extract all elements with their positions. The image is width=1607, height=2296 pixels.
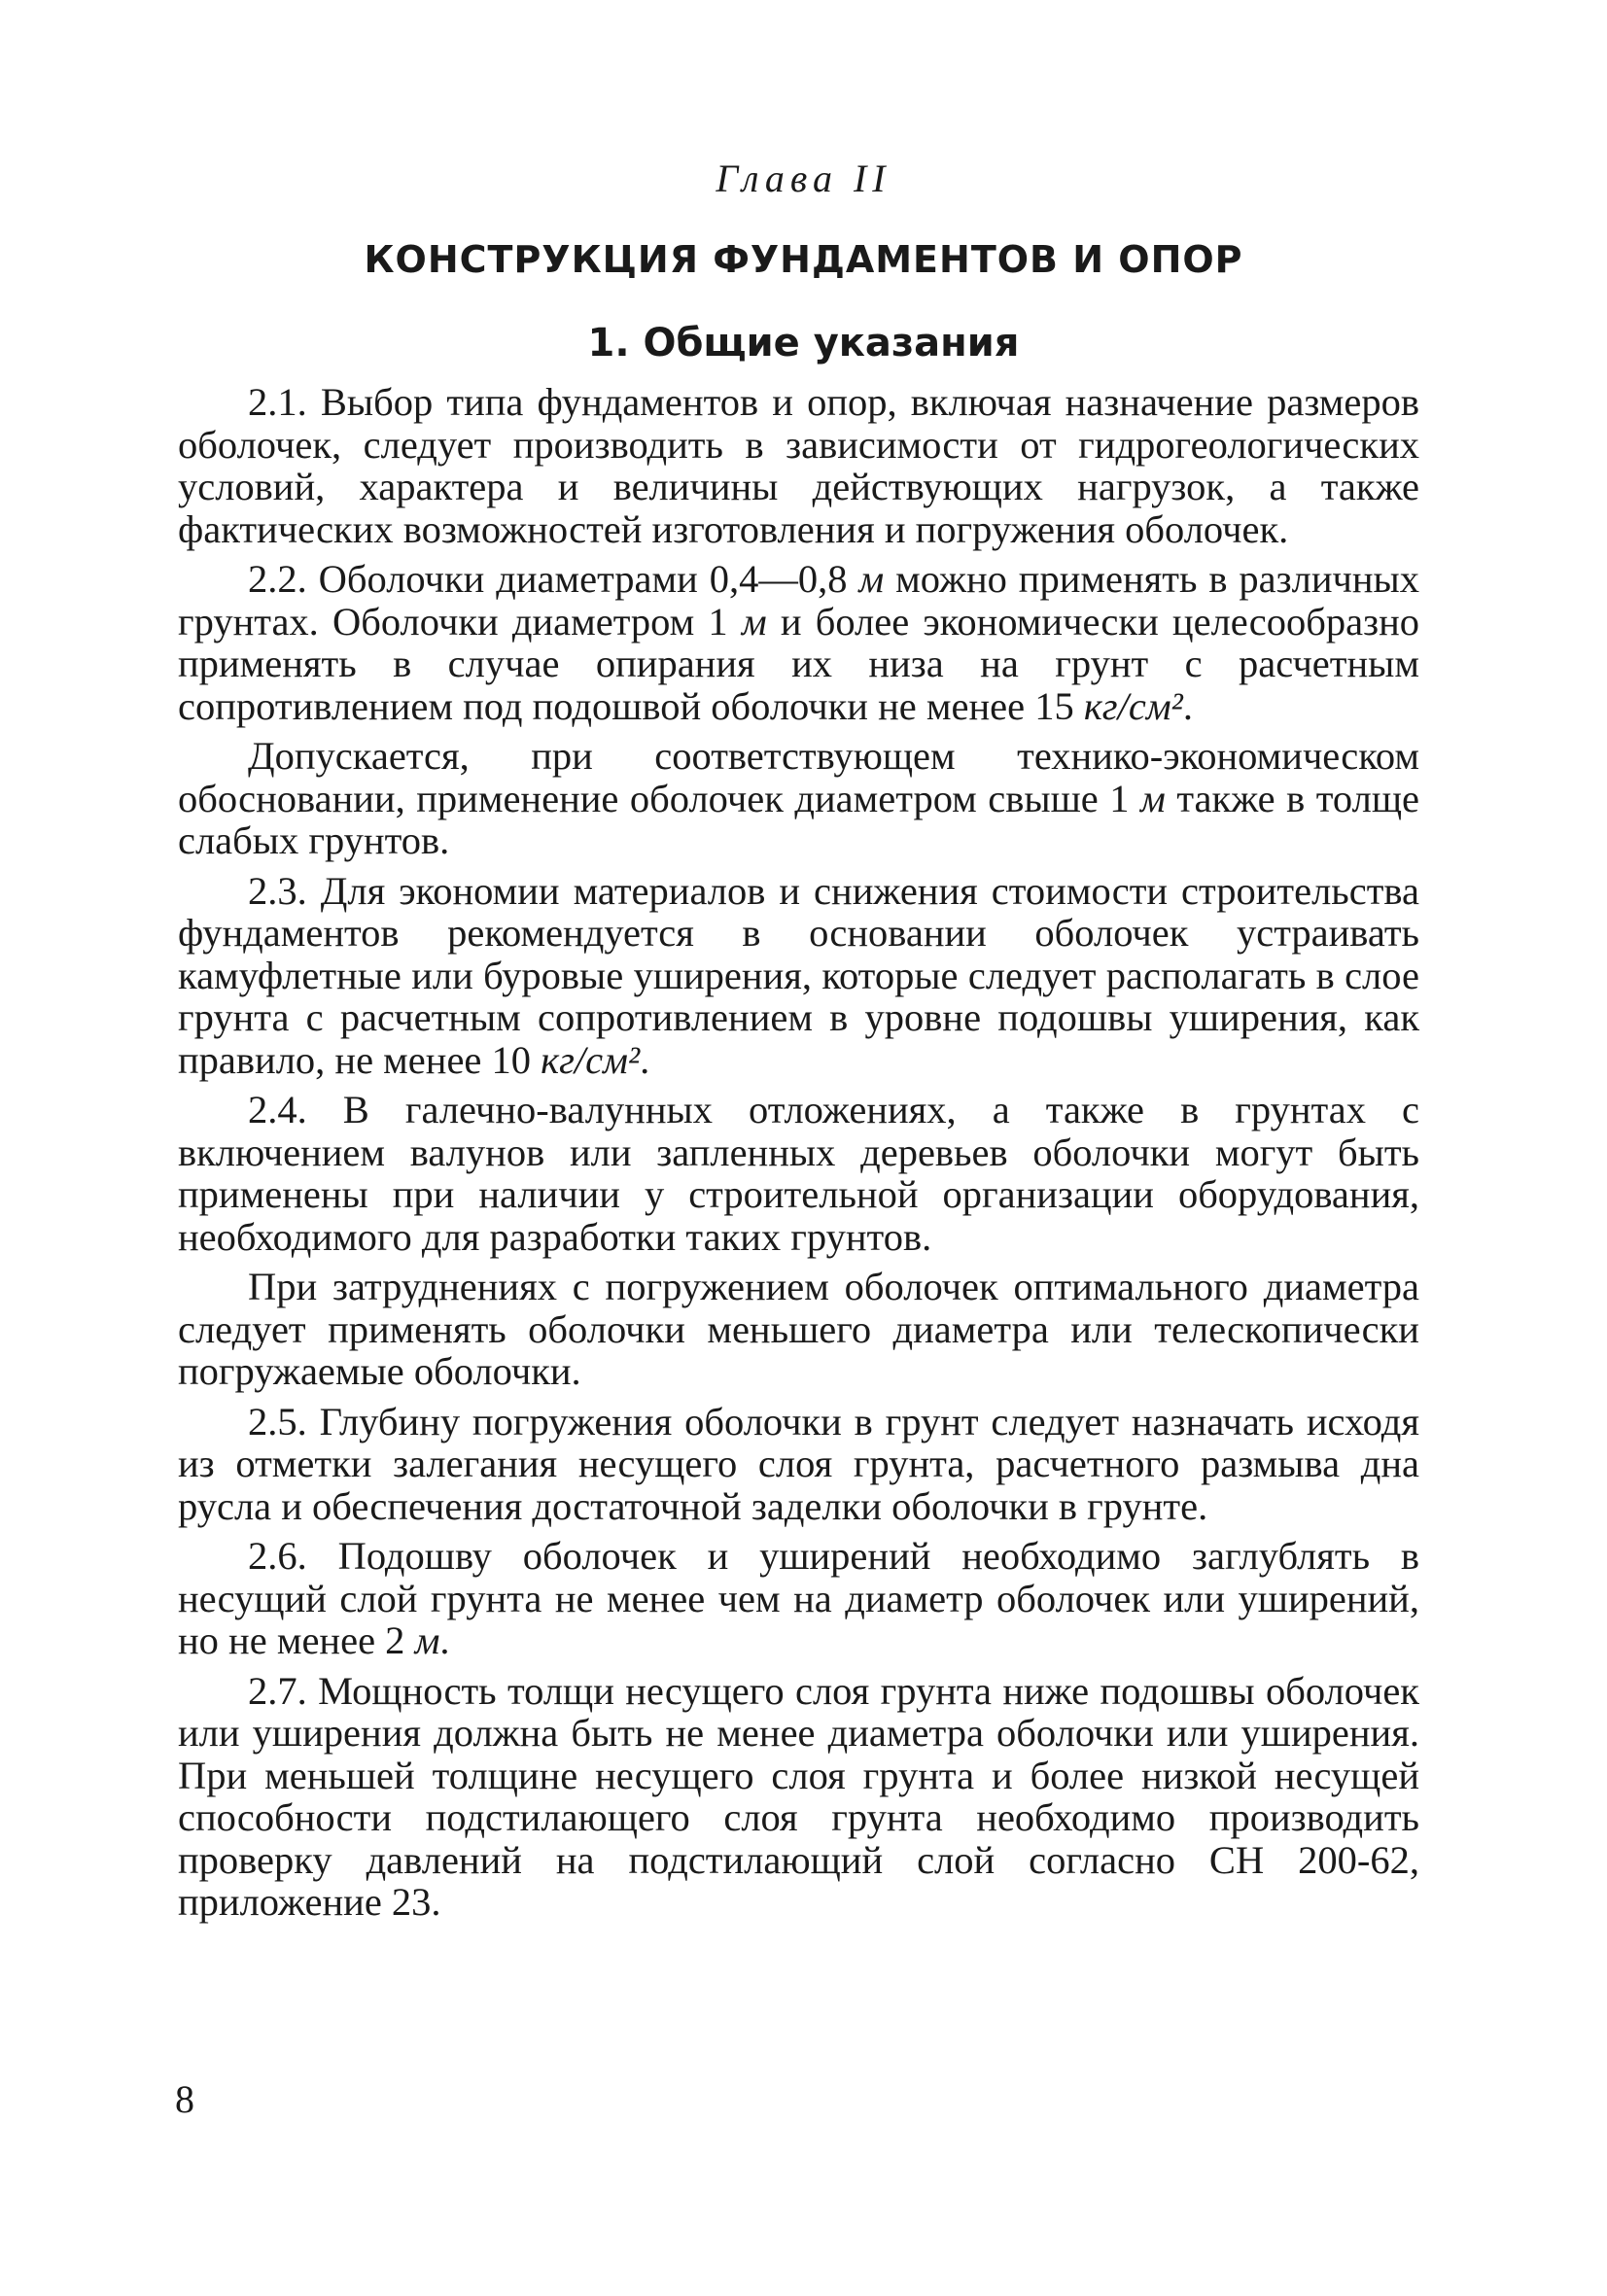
paragraph-2-2-continued (178, 735, 1419, 862)
paragraph-2-1: 2.1. Выбор типа фундаментов и опор, включая назначение размеров оболочек, следует производить в зависимости от гидрогеологических условий, характера и величины действующих нагрузок, а также фактических возможностей изготовления и погружения оболочек. (178, 380, 1419, 551)
paragraph-text: . (439, 1618, 450, 1662)
unit-label: м (858, 557, 885, 601)
paragraph-text: . (1182, 683, 1193, 728)
paragraph-text: 2.6. Подошву оболочек и уширений необходимо заглублять в несущий слой грунта не менее чем на диаметр оболочек или уширений, но не менее 2 (178, 1534, 1419, 1662)
paragraph-text: Допускается, при соответствующем технико-экономическом обосновании, применение оболочек диаметром свыше 1 (178, 734, 1419, 820)
unit-label: кг/см² (541, 1037, 641, 1082)
paragraph-2-4: 2.4. В галечно-валунных отложениях, а также в грунтах с включением валунов или запленных деревьев оболочки могут быть применены при наличии у строительной организации оборудования, необходимого для разработки таких грунтов. (178, 1088, 1419, 1259)
paragraph-2-4-continued: При затруднениях с погружением оболочек оптимального диаметра следует применять оболочки меньшего диаметра или телескопически погружаемые оболочки. (178, 1265, 1419, 1393)
section-title: 1. Общие указания (587, 321, 1020, 365)
paragraph-2-2 (178, 558, 1419, 727)
paragraph-2-6 (178, 1535, 1419, 1662)
paragraph-text: также в толще слабых грунтов. (178, 776, 1419, 862)
paragraph-text: 2.2. Оболочки диаметрами 0,4—0,8 (248, 557, 859, 601)
page-number: 8 (175, 2077, 194, 2121)
paragraph-text: . (640, 1037, 650, 1082)
chapter-title: КОНСТРУКЦИЯ ФУНДАМЕНТОВ И ОПОР (364, 238, 1243, 281)
chapter-label: Глава II (716, 157, 891, 200)
body-text (178, 381, 1419, 1924)
paragraph-2-5: 2.5. Глубину погружения оболочки в грунт следует назначать исходя из отметки залегания несущего слоя грунта, расчетного размыва дна русла и обеспечения достаточной заделки оболочки в грунте. (178, 1399, 1419, 1528)
unit-label: кг/см² (1083, 683, 1183, 728)
paragraph-2-7: 2.7. Мощность толщи несущего слоя грунта ниже подошвы оболочек или уширения должна быть не менее диаметра оболочки или уширения. При меньшей толщине несущего слоя грунта и более низкой несущей способности подстилающего слоя грунта необходимо производить проверку давлений на подстилающий слой согласно СН 200-62, приложение 23. (178, 1668, 1419, 1924)
paragraph-2-3 (178, 870, 1419, 1082)
paragraph-text: 2.3. Для экономии материалов и снижения стоимости строительства фундаментов рекомендуется в основании оболочек устраивать камуфлетные или буровые уширения, которые следует располагать в слое грунта с расчетным сопротивлением в уровне подошвы уширения, как правило, не менее 10 (178, 868, 1419, 1082)
unit-label: м (1140, 776, 1166, 820)
paragraph-text: можно применять в различных грунтах. Оболочки диаметром 1 (178, 557, 1419, 644)
paragraph-text: и более экономически целесообразно применять в случае опирания их низа на грунт с расчетным сопротивлением под подошвой оболочки не менее 15 (178, 599, 1419, 728)
unit-label: м (741, 599, 767, 644)
unit-label: м (414, 1618, 440, 1662)
